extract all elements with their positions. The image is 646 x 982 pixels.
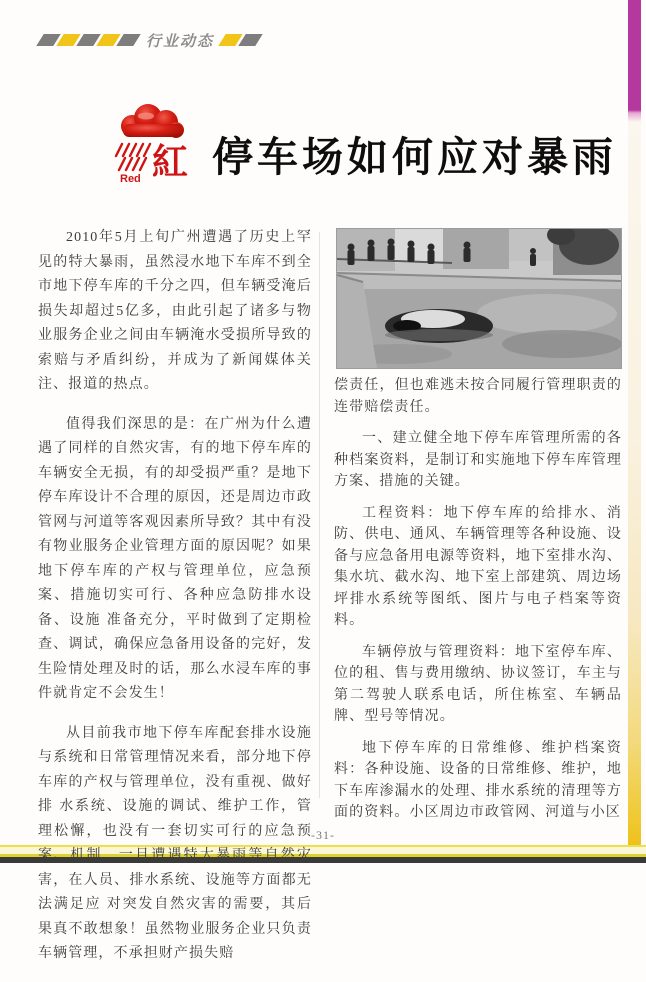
flood-photo-illustration [337, 229, 621, 368]
section-header [40, 32, 262, 48]
svg-text:紅: 紅 [152, 142, 189, 182]
page-title: 停车场如何应对暴雨 [212, 134, 617, 180]
page-number: -31- [311, 828, 335, 842]
page-edge-gradient-bar [628, 0, 641, 857]
article-paragraph: 一、建立健全地下停车库管理所需的各种档案资料，是制订和实施地下停车库管理方案、措施的关键。 [334, 431, 622, 489]
article-paragraph: 车辆停放与管理资料：地下室停车库、位的租、售与费用缴纳、协议签订，车主与第二驾驶人联系电话，所住栋室、车辆品牌、型号等情况。 [334, 644, 622, 724]
article-paragraph: 值得我们深思的是：在广州为什么遭遇了同样的自然灾害，有的地下停车库的车辆安全无损，有的却受损严重？是地下停车库设计不合理的原因，还是周边市政管网与河道等客观因素所导致？其中有没有物业服务企业管理方面的原因呢？如果地下停车库的产权与管理单位，应急预案、措施切实可行、各种应急防排水设备、设施 准备充分，平时做到了定期检查、调试，确保应急备用设备的完好，发生险情处理及时的话，那么水浸车库的事件就肯定不会发生！ [38, 416, 312, 701]
stripe-icon [238, 34, 262, 46]
article-paragraph: 偿责任，但也难逃未按合同履行管理职责的连带赔偿责任。 [334, 378, 622, 415]
svg-text:Red: Red [120, 173, 141, 185]
rain-cloud-icon [106, 100, 196, 192]
article-paragraph: 从目前我市地下停车库配套排水设施与系统和日常管理情况来看，部分地下停车库的产权与管理单位，没有重视、做好排 水系统、设施的调试、维护工作，管理松懈，也没有一套切实可行的应急预案、机制，一旦遭遇特大暴雨等自然灾害，在人员、排水系统、设施等方面都无法满足应 对突发自然灾害的需要，其后果真不敢想象！虽然物业服务企业只负责车辆管理，不承担财产损失赔 [38, 725, 312, 961]
stripe-icon [116, 34, 140, 46]
article-paragraph: 工程资料：地下停车库的给排水、消防、供电、通风、车辆管理等各种设施、设备与应急备用电源等资料，地下室排水沟、集水坑、截水沟、地下室上部建筑、周边场坪排水系统等图纸、图片与电子档案等资料。 [334, 505, 622, 628]
section-tag: 行业动态 [146, 32, 215, 50]
flood-photo [336, 228, 622, 369]
right-column [334, 375, 622, 834]
article-paragraph: 地下停车库的日常维修、维护档案资料：各种设施、设备的日常维修、维护，地下车库渗漏水的处理、排水系统的清理等方面的资料。小区周边市政管网、河道与小区 [334, 740, 622, 820]
left-column [38, 226, 312, 982]
article-paragraph: 2010年5月上旬广州遭遇了历史上罕见的特大暴雨，虽然浸水地下车库不到全市地下停车库的千分之四，但车辆受淹后损失却超过5亿多，由此引起了诸多与物业服务企业之间由车辆淹水受损所导致的索赔与矛盾纠纷，并成为了新闻媒体关注、报道的热点。 [38, 230, 312, 392]
column-divider [319, 232, 320, 798]
red-rain-cloud-logo [106, 100, 196, 192]
